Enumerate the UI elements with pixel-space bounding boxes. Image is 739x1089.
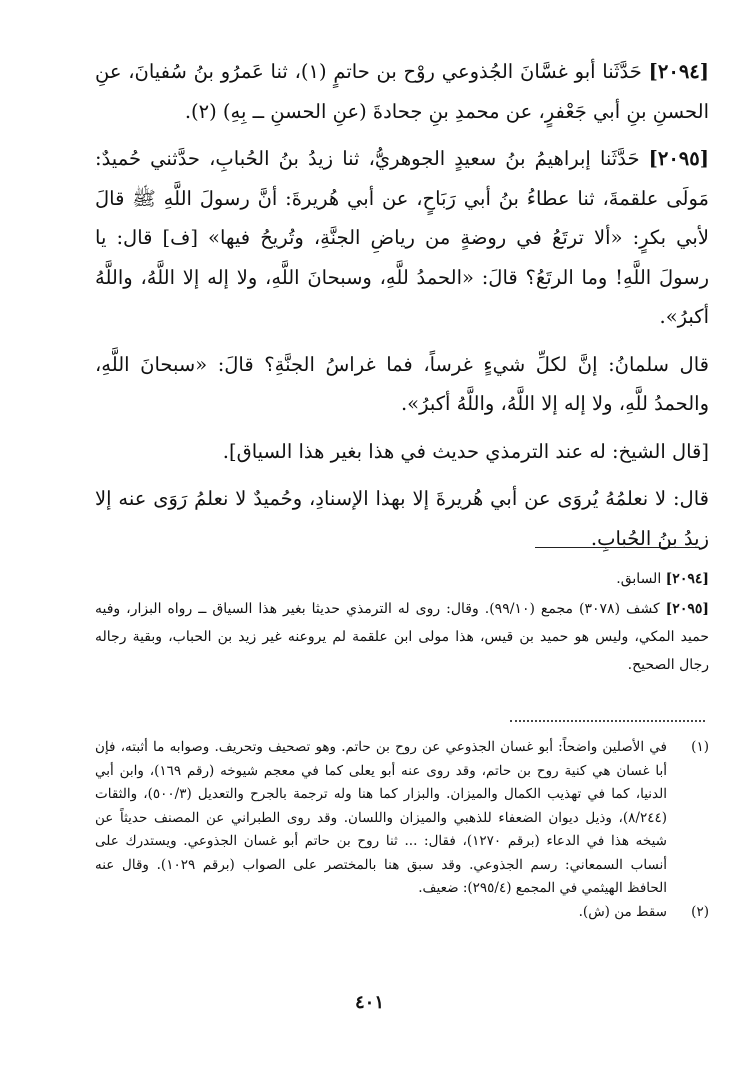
hadith-2094	[95, 52, 709, 131]
salman-paragraph: قال سلمانُ: إنَّ لكلِّ شيءٍ غرساً، فما غراسُ الجنَّةِ؟ قالَ: «سبحانَ اللَّهِ، والحمدُ للَّهِ، ولا إله إلا اللَّهُ، واللَّهُ أكبرُ».	[95, 352, 709, 415]
footnote-number: (٢)	[691, 903, 709, 920]
footnote-number: (١)	[691, 739, 709, 755]
takhrij-number: [٢٠٩٤]	[665, 571, 709, 587]
hadith-2095	[95, 139, 709, 337]
hadith-number: [٢٠٩٥]	[648, 147, 709, 170]
takhrij-entry	[95, 595, 709, 679]
hadith-text: حَدَّثَنا إبراهيمُ بنُ سعيدٍ الجوهريُّ، ثنا زيدُ بنُ الحُبابِ، حدَّثني حُميدٌ: مَولَى علقمةَ، ثنا عطاءُ بنُ أبي رَبَاحٍ، عن أبي هُريرةَ: أنَّ رسولَ اللَّهِ ﷺ قالَ لأبي بكرٍ: «ألا ترتَعُ في روضةٍ من رياضِ الجنَّةِ، وتُريحُ فيها» [ف] قال: يا رسولَ اللَّهِ! وما الرتَعُ؟ قالَ: «الحمدُ للَّهِ، وسبحانَ اللَّهِ، ولا إله إلا اللَّهُ، واللَّهُ أكبرُ».	[95, 147, 709, 328]
hadith-text: حَدَّثَنا أبو غسَّانَ الجُذوعي روْح بن حاتمٍ (١)، ثنا عَمرُو بنُ سُفيانَ، عنِ الحسنِ بنِ أبي جَعْفرٍ، عن محمدِ بنِ جحادةَ (عنِ الحسنِ ــ بِهِ) (٢).	[95, 60, 709, 123]
footnote	[95, 736, 709, 901]
page-number: ٤٠١	[354, 992, 384, 1013]
footnotes	[95, 736, 709, 924]
closing-paragraph: قال: لا نعلمُهُ يُروَى عن أبي هُريرةَ إلا بهذا الإسنادِ، وحُميدٌ لا نعلمُ رَوَى عنه إلا زيدُ بنُ الحُبابِ.	[95, 487, 709, 550]
dotted-separator	[510, 720, 705, 722]
takhrij-text: السابق.	[616, 571, 662, 587]
takhrij-number: [٢٠٩٥]	[665, 601, 709, 617]
sheikh-note: [قال الشيخ: له عند الترمذي حديث في هذا بغير هذا السياق].	[222, 439, 709, 463]
main-text	[95, 52, 709, 566]
footnote-text: سقط من (ش).	[578, 903, 667, 920]
separator-line	[535, 547, 700, 548]
footnote	[95, 901, 709, 925]
footnote-text: في الأصلين واضحاً: أبو غسان الجذوعي عن روح بن حاتم. وهو تصحيف وتحريف. وصوابه ما أثبته، فإن أبا غسان هي كنية روح بن حاتم، وقد روى عنه أبو يعلى كما في معجم شيوخه (رقم ١٦٩)، وابن أبي الدنيا، كما في تهذيب الكمال والميزان. والبزار كما هنا وله ترجمة بالجرح والتعديل (٥٠٠/٣)، والثقات (٨/٢٤٤)، وذيل ديوان الضعفاء للذهبي والميزان واللسان. وقد روى الطبراني عن المصنف حديثاً عن شيخه هذا في الدعاء (برقم ١٢٧٠)، فقال: ... ثنا روح بن حاتم أبو غسان الجذوعي. ويستدرك على أنساب السمعاني: رسم الجذوعي. وقد سبق هنا بالمختصر على الصواب (برقم ١٠٢٩). وقال عنه الحافظ الهيثمي في المجمع (٢٩٥/٤): ضعيف.	[95, 739, 667, 896]
takhrij-text: كشف (٣٠٧٨) مجمع (٩٩/١٠). وقال: روى له الترمذي حديثا بغير هذا السياق ــ رواه البزار، وفيه حميد المكي، وليس هو حميد بن قيس، هذا مولى ابن علقمة لم يروعنه غير زيد بن الحباب، وبقية رجاله رجال الصحيح.	[95, 601, 709, 673]
takhrij-entry	[95, 565, 709, 593]
hadith-number: [٢٠٩٤]	[648, 60, 710, 83]
takhrij-section	[95, 565, 709, 681]
